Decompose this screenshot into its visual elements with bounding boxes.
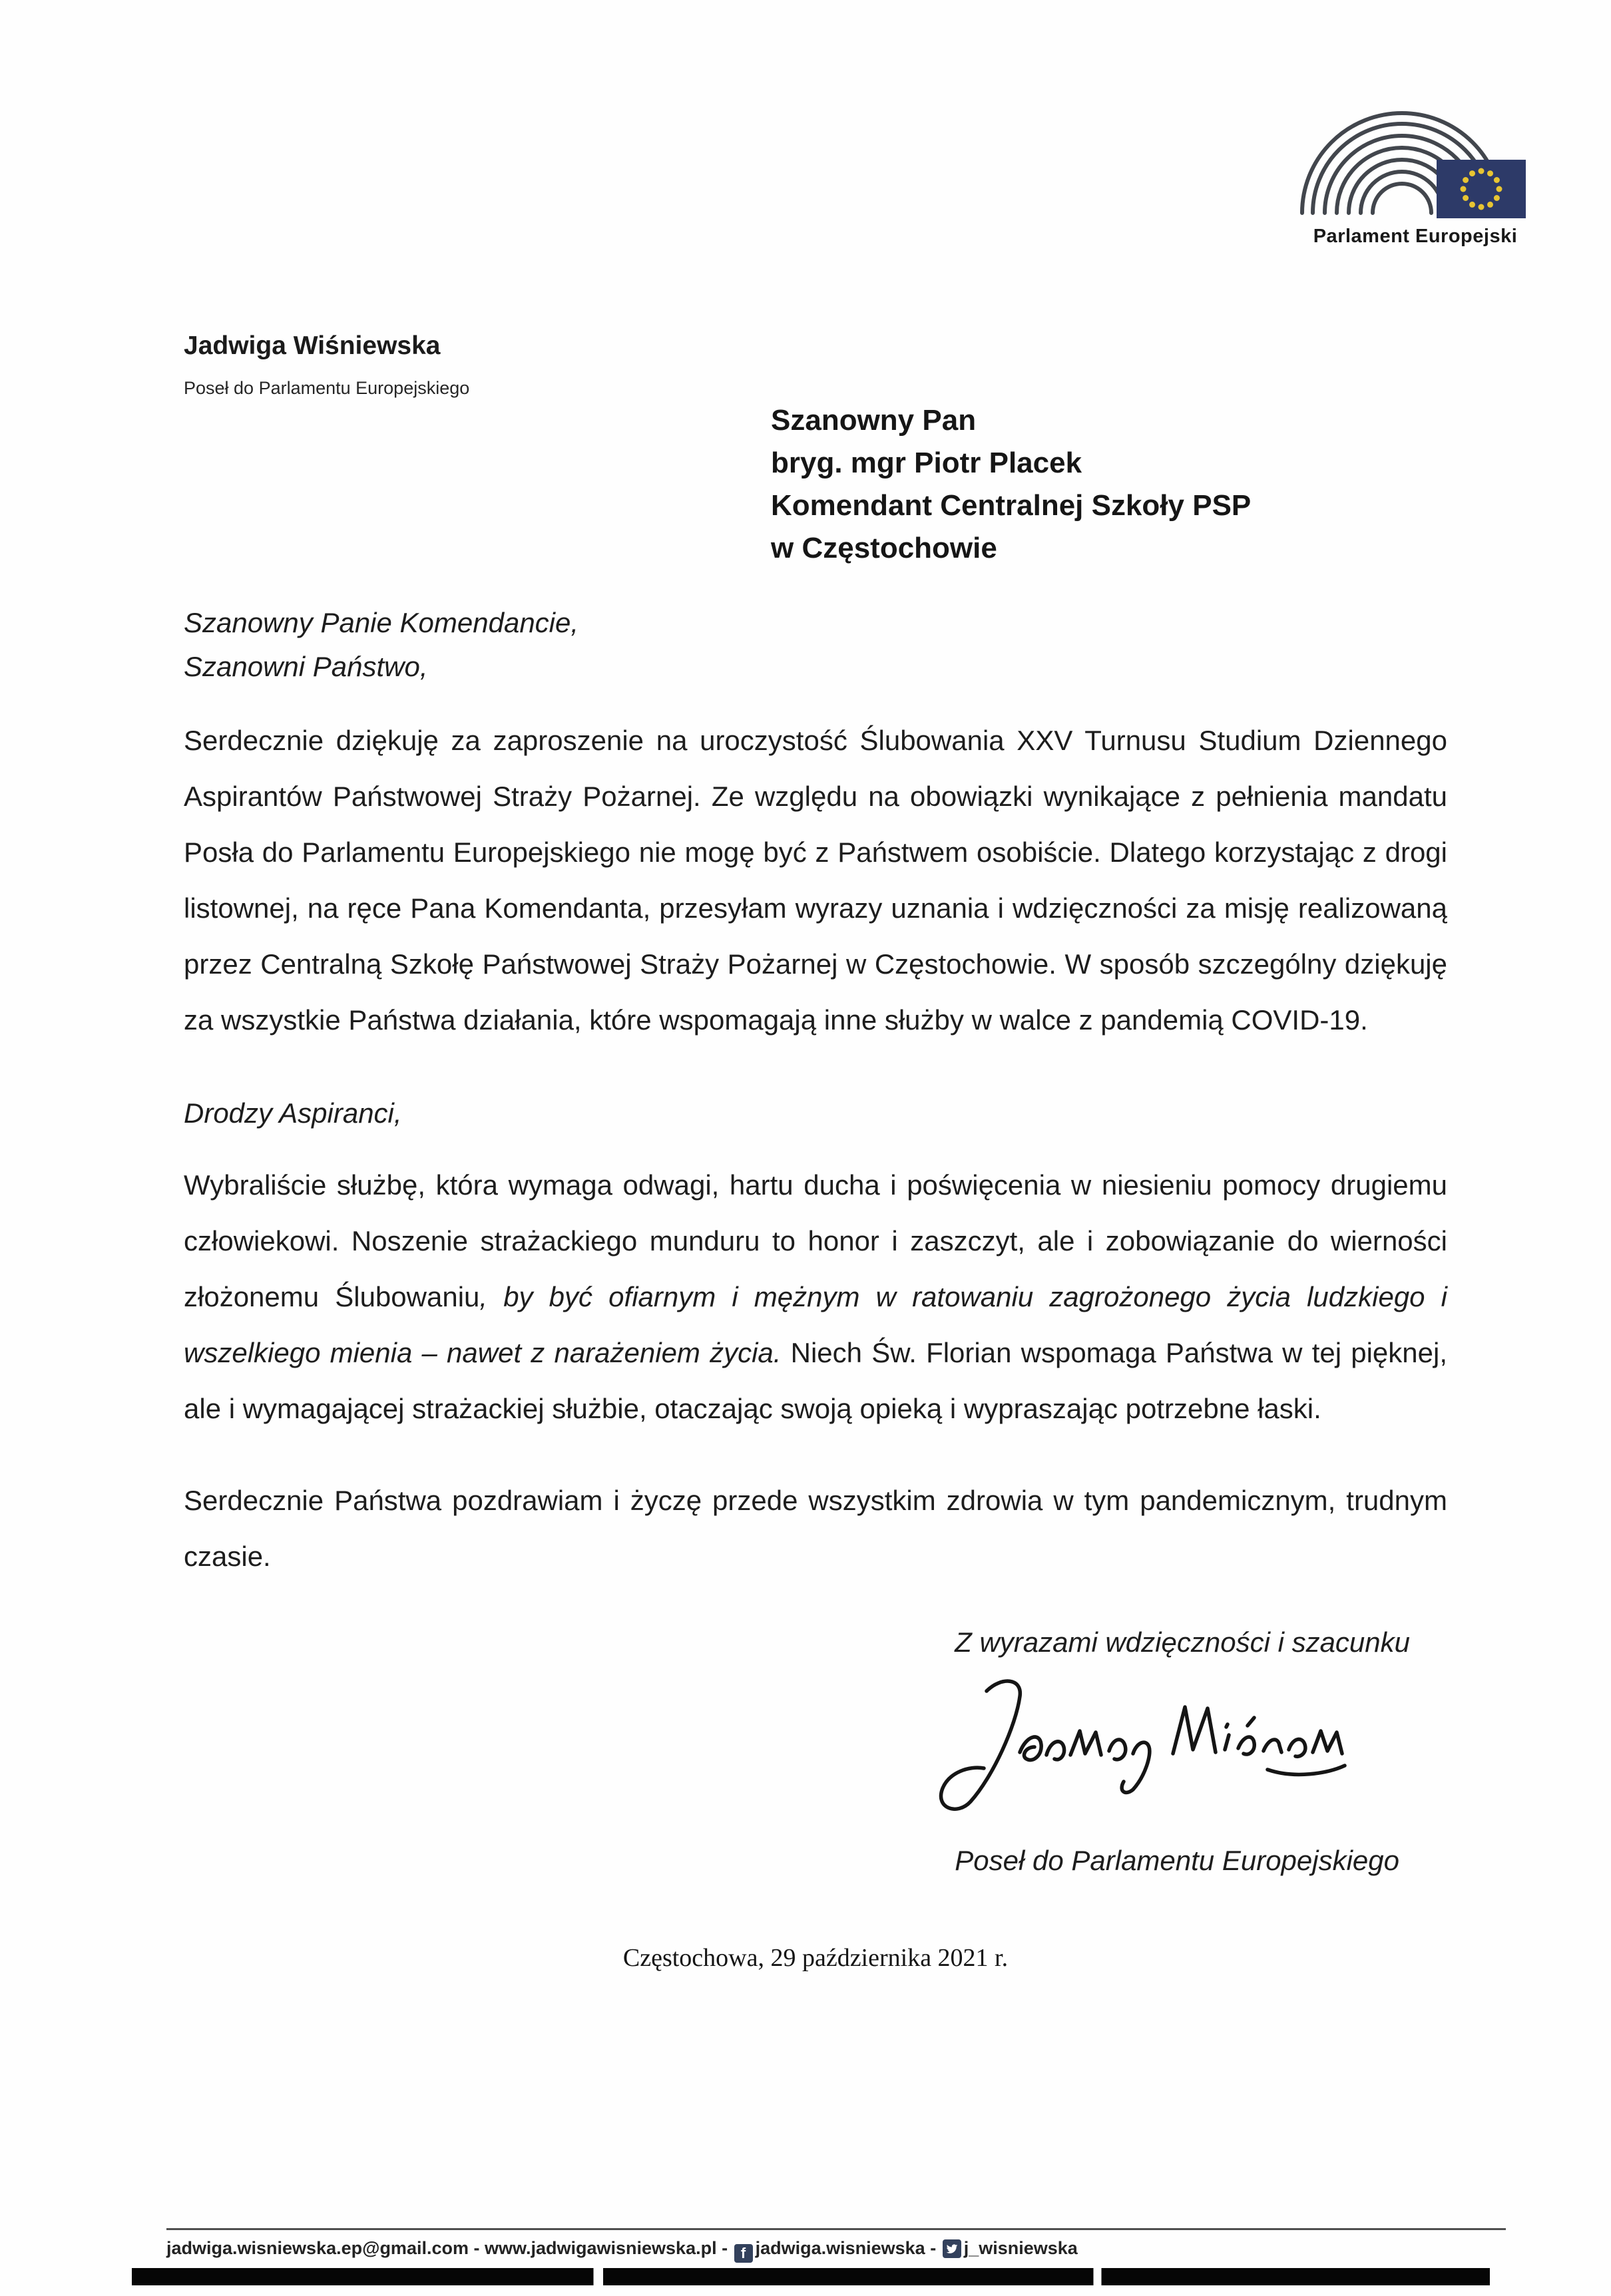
facebook-icon: f [734,2244,753,2263]
recipient-line: bryg. mgr Piotr Placek [771,447,1082,479]
valediction: Z wyrazami wdzięczności i szacunku [955,1626,1410,1658]
salutation-line: Szanowni Państwo, [184,651,428,682]
handwritten-signature-icon [908,1668,1374,1821]
paragraph-2-normal-end: Niech Św. Florian wspomaga Państwa w tej pięknej, ale i wymagającej strażackiej służbie, otaczając swoją opieką i wypraszając potrzebne łaski. [184,1337,1447,1424]
footer-facebook-handle: jadwiga.wisniewska [755,2238,925,2258]
footer-twitter-handle: j_wisniewska [963,2238,1078,2258]
logo-caption: Parlament Europejski [1313,226,1518,247]
recipient-line: Szanowny Pan [771,404,977,437]
footer-contact-line [166,2230,1506,2263]
footer-separator: - [716,2238,733,2258]
paragraph-2-italic-quote: , by być ofiarnym i mężnym w ratowaniu zagrożonego życia ludzkiego i wszelkiego mienia – nawet z narażeniem życia. [184,1281,1448,1368]
footer-separator: - [468,2238,485,2258]
european-parliament-logo-icon [1299,92,1531,218]
twitter-icon [943,2239,961,2258]
recipient-block [771,399,1251,570]
aspiranci-salutation: Drodzy Aspiranci, [184,1097,402,1129]
sender-title: Poseł do Parlamentu Europejskiego [184,378,470,398]
place-and-date: Częstochowa, 29 października 2021 r. [622,1944,1009,1972]
signer-title: Poseł do Parlamentu Europejskiego [955,1845,1399,1876]
signature-block [184,1668,1447,1821]
footer-website: www.jadwigawisniewska.pl [484,2238,717,2258]
ep-logo-block [1299,92,1531,248]
body-paragraph-3: Serdecznie Państwa pozdrawiam i życzę przede wszystkim zdrowia w tym pandemicznym, trudnym czasie. [184,1485,1447,1572]
sender-name: Jadwiga Wiśniewska [184,331,441,360]
footer [166,2228,1506,2263]
salutation-line: Szanowny Panie Komendancie, [184,607,579,638]
recipient-line: w Częstochowie [771,532,997,564]
paragraph-2-normal-start: Wybraliście służbę, która wymaga odwagi, hartu ducha i poświęcenia w niesieniu pomocy drugiemu człowiekowi. Noszenie strażackiego munduru to honor i zaszczyt, ale i zobowiązanie do wierności złożonemu Ślubowaniu [184,1169,1447,1312]
scan-artifact-strip [132,2268,1490,2285]
footer-separator: - [925,2238,941,2258]
body-paragraph-2 [184,1157,1447,1437]
letter-body [184,601,1447,1975]
sender-block [184,331,469,399]
body-paragraph-1: Serdecznie dziękuję za zaproszenie na uroczystość Ślubowania XXV Turnusu Studium Dziennego Aspirantów Państwowej Straży Pożarnej. Ze względu na obowiązki wynikające z pełnienia mandatu Posła do Parlamentu Europejskiego nie mogę być z Państwem osobiście. Dlatego korzystając z drogi listownej, na ręce Pana Komendanta, przesyłam wyrazy uznania i wdzięczności za misję realizowaną przez Centralną Szkołę Państwowej Straży Pożarnej w Częstochowie. W sposób szczególny dziękuję za wszystkie Państwa działania, które wspomagają inne służby w walce z pandemią COVID-19. [184,725,1447,1036]
salutation [184,601,1447,689]
footer-email: jadwiga.wisniewska.ep@gmail.com [166,2238,469,2258]
recipient-line: Komendant Centralnej Szkoły PSP [771,489,1252,522]
